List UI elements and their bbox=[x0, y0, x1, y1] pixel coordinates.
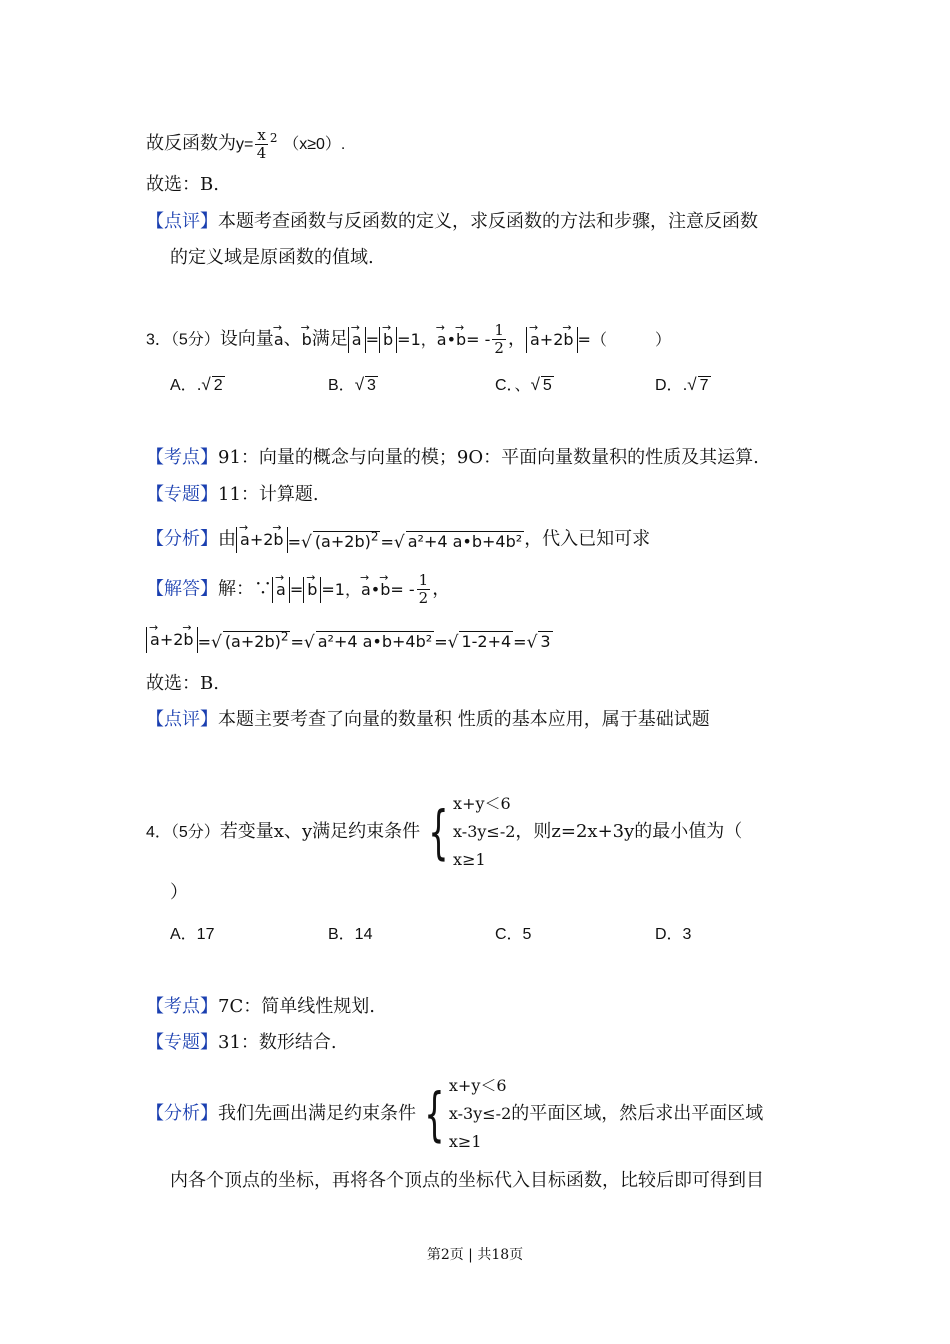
answer-3: 故选：B. bbox=[146, 673, 219, 694]
review-2-line2: 的定义域是原函数的值域. bbox=[170, 247, 374, 268]
question-4: 4．（5分）若变量x、y满足约束条件 { x+y＜6 x-3y≤-2 x≥1 ，则z=2x+3y的最小值为（ bbox=[146, 790, 742, 874]
q4-option-d[interactable]: D．3 bbox=[655, 926, 692, 943]
q4-option-b[interactable]: B．14 bbox=[328, 926, 373, 943]
half-fraction: $\frac{1}{2}$ bbox=[494, 321, 504, 357]
fenxi-4: 【分析】我们先画出满足约束条件 { x+y＜6 x-3y≤-2 x≥1 的平面区域，然后求出平面区域 bbox=[146, 1076, 764, 1151]
q3-option-c[interactable]: C．、√ 5 bbox=[495, 375, 552, 394]
zhuanti-4: 【专题】31：数形结合. bbox=[146, 1032, 337, 1053]
q3-option-d[interactable]: D．.√ 7 bbox=[655, 375, 709, 394]
question-4-close: ） bbox=[170, 882, 188, 903]
kaodian-3: 【考点】91：向量的概念与向量的模；9O：平面向量数量积的性质及其运算. bbox=[146, 447, 759, 468]
q4-option-a[interactable]: A．17 bbox=[170, 926, 215, 943]
q3-option-b[interactable]: B．√ 3 bbox=[328, 375, 376, 394]
review-2-line1: 【点评】本题考查函数与反函数的定义，求反函数的方法和步骤，注意反函数 bbox=[146, 211, 758, 232]
review-tag: 【点评】 bbox=[146, 211, 218, 232]
fenxi-3: 【分析】由→ a+2→ b =√ $(a+2b)^2$ =√ a²+4 a•b+4b² ，代入已知可求 bbox=[146, 524, 650, 555]
jieda-3-computation: → a+2→ b =√ $(a+2b)^2$ =√ a²+4 a•b+4b² =√ 1-2+4 =√ 3 bbox=[146, 624, 553, 655]
question-3: 3．（5分）设向量→ a、→ b满足→ a =→ b =1，→ a•→ b= - $\frac{1}{2}$ ，→ a+2→ b =（ ） bbox=[146, 322, 671, 357]
constraint-system: { x+y＜6 x-3y≤-2 x≥1 bbox=[428, 794, 516, 869]
q3-option-a[interactable]: A．.√ 2 bbox=[170, 375, 223, 394]
page-footer: 第2页 | 共18页 bbox=[426, 1247, 524, 1263]
zhuanti-3: 【专题】11：计算题. bbox=[146, 484, 319, 505]
jieda-3: 【解答】解：∵→ a =→ b =1，→ a•→ b= - $\frac{1}{2}$ ， bbox=[146, 572, 450, 607]
inverse-fraction: $\frac{x}{4}$ bbox=[256, 125, 267, 162]
inverse-function-line: 故反函数为y= $\frac{x}{4}$ $^2$ （x≥0）. bbox=[146, 125, 346, 162]
q4-option-c[interactable]: C．5 bbox=[495, 926, 532, 943]
review-3: 【点评】本题主要考查了向量的数量积 性质的基本应用，属于基础试题 bbox=[146, 709, 710, 730]
fenxi-4-line2: 内各个顶点的坐标，再将各个顶点的坐标代入目标函数，比较后即可得到目 bbox=[170, 1170, 764, 1191]
kaodian-4: 【考点】7C：简单线性规划. bbox=[146, 996, 375, 1017]
answer-2: 故选：B. bbox=[146, 174, 219, 195]
